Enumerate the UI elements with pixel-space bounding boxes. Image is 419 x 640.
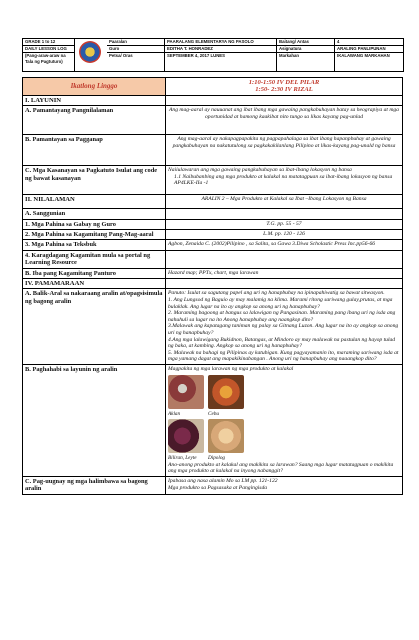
product-images-row-2 (168, 419, 400, 453)
header-labels-2 (277, 39, 335, 71)
label-baitang: Baitang/ Antas (277, 39, 334, 46)
text-gabay-guro: T.G. pp. 55 - 57 (166, 219, 403, 229)
table-row (23, 95, 403, 105)
text-teksbuk: Agbon, Zenaida C. (2002)Pilipino , sa Salita, sa Gawa 3.Diwa Scholastic Press Inc.pp56-66 (166, 240, 403, 250)
caption-aklan: Aklan (168, 410, 181, 417)
table-row (23, 476, 403, 494)
table-row (23, 250, 403, 268)
caption-biliran: Biliran, Leyte (168, 455, 197, 462)
text-balik-aral (166, 289, 403, 365)
time-2: 1:50- 2:30 IV RIZAL (255, 86, 313, 94)
kasanayan-line-2: 1.1 Naibubanbing ang mga produkto at kalakal na matatagpuan sa ibat-ibang lokasyon ng bansa AP4LKE-IIa -1 (174, 173, 393, 187)
header-block (22, 38, 404, 72)
label-kagamitang-mag-aaral: 2. Mga Pahina sa Kagamitang Pang-Mag-aaral (23, 230, 166, 240)
header-left (23, 39, 75, 71)
paghahabi-questions: Ano-anong produkto at kalakal ang makikita sa larawan? Saang mga lugar matatagpuan o makikita ang mga produkto at kalakal na inyong nabanggit? (168, 461, 394, 475)
value-baitang: 4 (335, 39, 403, 46)
label-pag-uugnay: C. Pag-uugnay ng mga halimbawa sa bagong aralin (23, 476, 166, 494)
label-paaralan: Paaralan (107, 39, 164, 46)
label-pamantayang-pangnilalaman: A. Pamantayang Pangnilalaman (23, 106, 166, 135)
balik-aral-item: 4.Ang mga lalawigang Bukidnon, Batangas, at Mindoro ay may malawak na pastulan ng hayop tulad ng baka, at kambing. Angkop sa anong uri ng hanapbuhay? (168, 336, 396, 350)
school-logo-icon (79, 41, 101, 63)
paghahabi-intro: Magpakita ng mga larawan ng mga produkto at kalakal (168, 366, 294, 372)
text-pamantayang-pangnilalaman: Ang mag-aaral ay nauuanat ang ibat ibang mga gawaing pangkabuhayan batay sa heograpiya at mga oportunidad at hamong kaakibat nito tungo sa likas kayang pag-unlad (166, 106, 403, 135)
header-grade: GRADE 1 to 12 (23, 39, 74, 46)
value-markahan: IKALAWANG MARKAHAN (337, 53, 390, 59)
text-karagdagang-kagamitan (166, 250, 403, 268)
balik-aral-item: 5. Malawak na bahagi ng Pilipinas ay katubigan. Kung pagyayamanin ito, maraming sariwang isda at mga yamang dagat ang mapakikinabangan . Anong uri ng hanapbuhay ang naaangkop dito? (168, 349, 399, 363)
label-guro: Guro (107, 46, 164, 53)
table-row (23, 166, 403, 195)
caption-dipolog: Dipolog (208, 455, 226, 462)
balik-aral-item: 1. Ang Lungsod ng Baguio ay may malamig na klima. Marami rítong sariwang gulay,prutas, at mga bulaklak. Ang lugar na ito ay angkop sa anong uri ng hanapbuhay? (168, 297, 393, 310)
label-kasanayan: C. Mga Kasanayan sa Pagkatuto Isulat ang code ng bawat kasanayan (23, 166, 166, 195)
table-row (23, 78, 403, 96)
captions-row-2 (168, 455, 400, 462)
text-kasanayan (166, 166, 403, 195)
balik-aral-item: 2. Maraming bagoong at bangus sa lalawigan ng Pangasinan. Maraming pang ibang uri ng isda ang nahuhuli sa lugar na ito Anong hanapbuhay ang naangkop dito? (168, 310, 396, 323)
product-image-dipolog (208, 419, 244, 453)
section-pamamaraan: IV. PAMAMARAAN (23, 279, 166, 289)
label-sanggunian: A. Sanggunian (23, 209, 166, 219)
table-row (23, 240, 403, 250)
pag-uugnay-line-1: Ipabasa ang nasa alamin Mo sa LM pp. 121-122 (168, 477, 278, 484)
text-kagamitang-mag-aaral: L.M. pp. 120 - 126 (166, 230, 403, 240)
balik-aral-instructions: Panuto: Isulat sa sagutang papel ang uri ng hanapbuhay na ipinapahiwatig sa bawat sitwasyon. (168, 290, 385, 297)
label-asignatura: Asignatura (277, 46, 334, 53)
table-row (23, 289, 403, 365)
table-row (23, 279, 403, 289)
section-nilalaman: II. NILALAMAN (23, 195, 166, 209)
balik-aral-item: 3.Malawak ang kapatagang taniman ng palay sa Gitnang Luzon. Ang lugar na ito ay angkop sa anong uri ng hanapbuhay? (168, 323, 399, 337)
label-pamantayan-pagganap: B. Pamantayan sa Pagganap (23, 135, 166, 166)
text-pamantayan-pagganap: Ang mag-aaral ay nakapagpapakita ng pagpapahalaga sa ibat ibang hapanpbuhay at gawaing pangkabuhayan na nakatutulong sa pagkakakilanlang Pilipino at likas-kayang pag-unald ng bansa (166, 135, 403, 166)
label-gabay-guro: 1. Mga Pahina sa Gabay ng Guro (23, 219, 166, 229)
product-images-row-1 (168, 375, 400, 409)
time-cell (166, 78, 403, 96)
text-nilalaman: ARALIN 2 – Mga Produkto at Kalakal sa Ibat –Ibang Lokasyon ng Bansa (166, 195, 403, 209)
table-row (23, 209, 403, 219)
header-tala: (Pang-araw-araw na Tala ng Pagtuturo) (25, 53, 66, 64)
label-petsa: Petsa/ Oras (109, 53, 133, 59)
value-petsa: SEPTEMBER 4, 2017 LUNES (167, 53, 226, 59)
label-iba-pang-kagamitan: B. Iba pang Kagamitang Panturo (23, 268, 166, 278)
table-row (23, 106, 403, 135)
table-row (23, 365, 403, 477)
section-layunin: I. LAYUNIN (23, 95, 166, 105)
label-markahan: Markahan (279, 53, 300, 59)
product-image-cebu (208, 375, 244, 409)
table-row (23, 135, 403, 166)
pag-uugnay-line-2: Mga produkto sa Pagsasaka at Pangingisda (168, 484, 268, 491)
week-label: Ikatlong Linggo (23, 78, 166, 96)
lesson-table (22, 77, 403, 495)
label-teksbuk: 3. Mga Pahina sa Teksbuk (23, 240, 166, 250)
label-paghahabi: B. Paghahabi sa layunin ng aralin (23, 365, 166, 477)
table-row (23, 195, 403, 209)
text-paghahabi (166, 365, 403, 477)
header-dll: DAILY LESSON LOG (23, 46, 74, 53)
header-labels (107, 39, 165, 71)
table-row (23, 230, 403, 240)
time-1: 1:10-1:50 IV DEL PILAR (248, 79, 320, 86)
header-values-2 (335, 39, 403, 71)
text-pag-uugnay (166, 476, 403, 494)
product-image-aklan (168, 375, 204, 409)
captions-row-1 (168, 411, 400, 418)
table-row (23, 219, 403, 229)
label-balik-aral: A. Balik-Aral sa nakaraang aralin at/opagsisimula ng bagong aralin (23, 289, 166, 365)
header-values (165, 39, 277, 71)
label-karagdagang-kagamitan: 4. Karagdagang Kagamitan mula sa portal ng Learning Resource (23, 250, 166, 268)
kasanayan-line-1: Naiiulawaran ang mga gawaing pangkabuhayan sa ibat-ibang lokasyon ng bansa (168, 167, 352, 174)
value-paaralan: PAARALANG ELEMENTARYA NG PASOLO (165, 39, 276, 46)
product-image-biliran (168, 419, 204, 453)
value-guro: EDITHA T. HONRADEZ (165, 46, 276, 53)
text-iba-pang-kagamitan: Hazard map; PPTx, chart, mga larawan (166, 268, 403, 278)
caption-cebu: Cebu (208, 410, 219, 417)
table-row (23, 268, 403, 278)
value-asignatura: ARALING PANLIPUNAN (335, 46, 403, 53)
